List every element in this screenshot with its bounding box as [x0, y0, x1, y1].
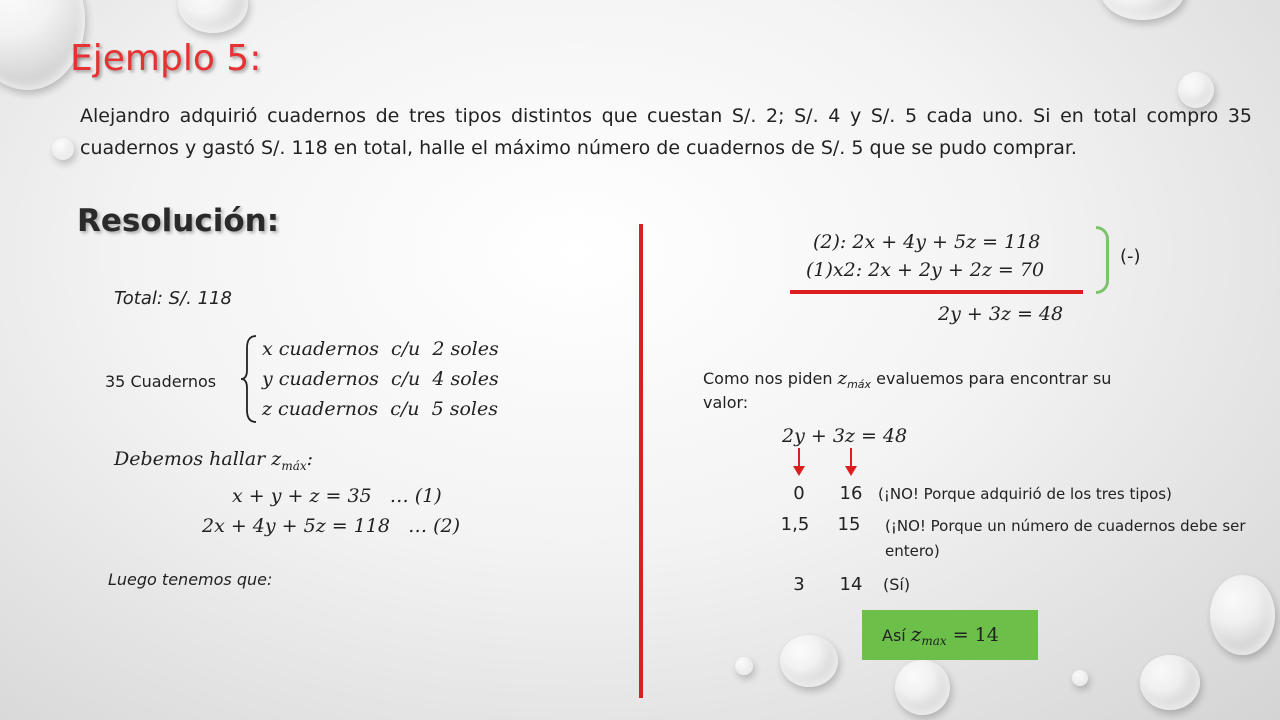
debemos-colon: :	[306, 448, 314, 470]
row2-note: (¡NO! Porque un número de cuadernos debe ser entero)	[885, 517, 1246, 560]
equation-eval: 2y + 3z = 48	[782, 425, 908, 447]
debemos-subscript: máx	[281, 458, 307, 473]
row2-y: 1,5	[780, 514, 810, 535]
equation-result: 2y + 3z = 48	[938, 303, 1064, 325]
equation-b: (1)x2: 2x + 2y + 2z = 70	[806, 259, 1045, 281]
row1-y: 0	[793, 483, 805, 504]
water-drop-decoration	[780, 635, 838, 687]
row2-z: 15	[837, 514, 861, 535]
row1-z: 16	[839, 483, 863, 504]
result-content	[882, 622, 999, 648]
como-line-2: valor:	[703, 393, 749, 412]
water-drop-decoration	[1072, 670, 1088, 686]
result-subscript: max	[921, 634, 947, 649]
problem-statement: Alejandro adquirió cuadernos de tres tipos distintos que cuestan S/. 2; S/. 4 y S/. 5 cada uno. Si en total compro 35 cuadernos y gastó S/. 118 en total, halle el máximo número de cuadernos de S/. 5 que se pudo comprar.	[80, 105, 1252, 159]
vertical-divider	[639, 224, 643, 698]
minus-label: (-)	[1120, 246, 1141, 267]
system-line-y: y cuadernos c/u 4 soles	[262, 368, 499, 390]
water-drop-decoration	[735, 657, 753, 675]
row3-z: 14	[839, 574, 863, 595]
water-drop-decoration	[895, 660, 950, 715]
row1-note: (¡NO! Porque adquirió de los tres tipos)	[878, 485, 1172, 503]
z-arrow	[844, 448, 858, 478]
row3-note: (Sí)	[883, 575, 911, 594]
system-line-z: z cuadernos c/u 5 soles	[262, 398, 498, 420]
water-drop-decoration	[1140, 655, 1200, 710]
result-asi: Así	[882, 626, 911, 645]
luego-text: Luego tenemos que:	[108, 570, 273, 589]
cuadernos-label: 35 Cuadernos	[105, 372, 217, 391]
result-value: = 14	[946, 624, 999, 646]
debemos-hallar	[114, 448, 313, 473]
equation-1: x + y + z = 35 … (1)	[232, 485, 442, 507]
debemos-text: Debemos hallar z	[114, 448, 282, 470]
subtraction-line	[790, 290, 1083, 294]
row3-y: 3	[793, 574, 805, 595]
como-z: z	[837, 368, 848, 389]
como-line	[703, 368, 1111, 391]
y-arrow	[792, 448, 806, 478]
system-line-x: x cuadernos c/u 2 soles	[262, 338, 499, 360]
como-subscript: máx	[847, 378, 872, 392]
left-brace	[240, 334, 260, 424]
page-title: Ejemplo 5:	[70, 38, 262, 79]
water-drop-decoration	[52, 138, 74, 160]
result-box	[862, 610, 1038, 660]
water-drop-decoration	[178, 0, 248, 33]
green-brace	[1096, 226, 1109, 294]
water-drop-decoration	[1100, 0, 1185, 20]
como-text-2: evaluemos para encontrar su	[871, 369, 1112, 388]
equation-2: 2x + 4y + 5z = 118 … (2)	[202, 515, 461, 537]
total-label: Total: S/. 118	[114, 288, 232, 309]
resolution-heading: Resolución:	[77, 203, 280, 239]
water-drop-decoration	[1210, 575, 1275, 655]
como-text-1: Como nos piden	[703, 369, 838, 388]
equation-a: (2): 2x + 4y + 5z = 118	[813, 231, 1041, 253]
result-var: z	[910, 622, 922, 646]
